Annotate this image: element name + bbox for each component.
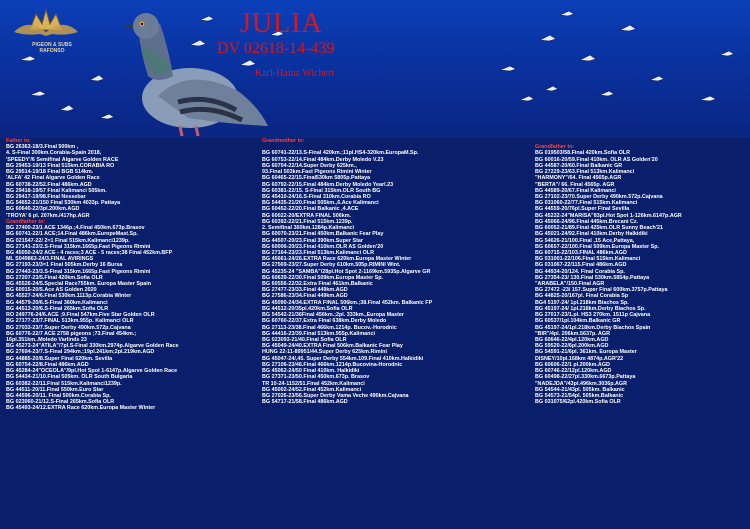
brand-logo bbox=[6, 6, 86, 54]
result-line: BG 54652-21/150 Final 530km 4033p. Pattaya bbox=[6, 200, 121, 207]
section-heading: Father to: bbox=[6, 138, 31, 144]
result-line: BG 031067-22/115.Final 486km.AGD bbox=[535, 262, 627, 269]
result-line: BG 27569-23/27.Super Derby 610km.505p.RIMINI Wint. bbox=[262, 262, 401, 269]
flying-birds-decoration bbox=[0, 0, 750, 138]
result-line: BG 27400-23/1 ACE 1346p.;4.Final 450km.673p.Brasov bbox=[6, 225, 145, 232]
result-line: BG 60792-22/15.Final 484km.Derby Moledo Yearl.23 bbox=[262, 181, 394, 188]
section-heading: Grandfather to: bbox=[535, 144, 575, 151]
result-line: BG 54717-21/58.Final 486km.AGD bbox=[262, 399, 348, 406]
result-line: BG 60392-22/21.Final 515km.1239p. bbox=[262, 218, 353, 225]
result-line: BG 60646-22/4pl.120km.AGD bbox=[535, 337, 609, 343]
result-line: BG 60715-22/103.FINAL 486km.AGD bbox=[535, 249, 627, 256]
result-line: TR 10-24-1152/51.Final 452km.Kalimanci bbox=[262, 380, 365, 387]
logo-line-2: RAFONSO bbox=[39, 48, 65, 54]
result-line: BG 27141-23/2.S-Final 315km.1665p.Fast Pigeons Rimini bbox=[6, 243, 151, 250]
result-line: BG 45235-24 "SAMBA"/28pl.Hot Spot 2-1169km.5935p.Algarve GR bbox=[262, 268, 431, 275]
result-line: BG 45002-24/52.Final 452km.Kalimanci bbox=[262, 386, 362, 393]
result-line: BG 031075/62pl.420km.Sofia OLR bbox=[535, 399, 621, 406]
result-line: BG 44507-20/23.Final 390km.Super Star bbox=[262, 237, 363, 244]
result-line: BG 60741-22/13.S-Final 420km.;11pl.HS4-320km.EuropaM.Sp. bbox=[262, 150, 419, 157]
result-line: BG 031060-22/77.Final 515km.Kalimanci bbox=[535, 200, 638, 207]
result-line: BG 27113-23/38.Final 466km.1214p. Bucov.-Horodnic bbox=[262, 324, 397, 331]
result-line: BG 60381-22/15. S-Final 315km.OLR South BG bbox=[262, 187, 381, 194]
result-line: BG 60738-22/52.Final 486km.AGD bbox=[6, 181, 92, 188]
result-line: BG 29514-19/18 Final BGB 514km. bbox=[6, 169, 94, 176]
result-line: 93.Final 503km.Fast Pigeons Rimini Winter bbox=[262, 169, 372, 176]
column-father-grandfather bbox=[6, 138, 246, 412]
result-line: BG 60382-22/11.Final 515km.Kalimanci1239p. bbox=[6, 380, 122, 387]
result-line: BG 44416-23/39.Final 513km.955p.Kalimanci bbox=[262, 330, 375, 337]
result-line: BG 45526-24/5.Special Race755km. Europa Master Spain bbox=[6, 281, 152, 288]
section-heading: Grandfather to: bbox=[6, 218, 46, 225]
result-line: BG 44587-20/60.Final Balkanic GR bbox=[535, 162, 623, 169]
result-line: BG 44579-20/6.S-Final 360km.Kalimanci bbox=[6, 299, 108, 306]
column-grandmother bbox=[262, 138, 524, 405]
result-line: BG 29453-19/13 Final 515km.CORABIA RO bbox=[6, 162, 115, 169]
result-line: BG 27164-23/23.Final 513km.Kalimanci OLR bbox=[262, 249, 375, 256]
result-line: BG 45493-24/12.EXTRA Race 620km.Europa Master Winter bbox=[6, 405, 156, 412]
result-line: BG 45066-24/96.Final 445km.Brecani Cz. bbox=[535, 218, 639, 225]
result-line: "ARABELA"/150.Final AGR bbox=[535, 281, 605, 288]
result-line: BG 45232-24"MARISA"83pl.Hot Spot 1-126km.6147p.AGR bbox=[535, 212, 682, 219]
result-line: BG 54544-21/43pl. 505km. Balkanic bbox=[535, 386, 625, 393]
result-line: BG 60537/1pl.104km.Balkanic GR bbox=[535, 318, 621, 325]
logo-line-1: PIGEON & SUBS bbox=[32, 42, 72, 48]
result-line: DISNEY/10pl.168km 4874p.AGR'22 bbox=[535, 355, 624, 362]
result-line: BG 29417-19/98.Final Nessebar bbox=[6, 193, 86, 200]
result-line: BG 27106-23/46.Final 466km.1214p.Bucovina-Horodnic bbox=[262, 361, 403, 368]
result-line: BG 45090-24/34.EXTRA FINAL 506km.;38.Final 452km. Balkanic FP bbox=[262, 299, 433, 306]
result-line: ML S049863-24/3.FINAL AVIRINGS bbox=[6, 256, 94, 263]
logo-text bbox=[10, 42, 94, 54]
result-line: BG 54573-21/54pl. 505km.Balkanic bbox=[535, 392, 624, 399]
result-line: BG 60704-22/14.Super Derby 625km., bbox=[262, 162, 357, 169]
result-line: BG 60657-22/100.Final 509km.Europa Master Sp. bbox=[535, 243, 660, 250]
result-line: BG 45062-24/50 Final 410km. Halkidiki bbox=[262, 368, 360, 375]
result-line: BG 27207-23/5.Final 420km.Sofia OLR bbox=[6, 274, 103, 281]
result-line: BG 27193-23/3=1 Final 505km.Derby 16 Bursa bbox=[6, 262, 123, 269]
result-line: BG 023093-21/40.Final Sofia OLR bbox=[262, 337, 347, 343]
result-line: "HARMONY"/64. Final 4565p.AGR bbox=[535, 175, 622, 182]
result-line: BG 27229-23/63.Final 513km.Kalimanci bbox=[535, 169, 635, 176]
result-line: "BERTA"/ 66. Final 4565p. AGR bbox=[535, 181, 615, 188]
result-line: BG 45021-24/92.Final 410km.Derby Halkidiki bbox=[535, 231, 648, 238]
result-line: BG 59520-22/6pl.200km.AGD bbox=[535, 343, 609, 350]
result-line: BG 54591-21/6pl. 361km. Europa Master bbox=[535, 349, 637, 356]
result-line: BG 27443-23/3.S-Final 315km.1665p.Fast Pigeons Rimini bbox=[6, 268, 151, 275]
result-line: BG 27371-23/50.Final 450km.673p. Brasov bbox=[262, 374, 370, 381]
result-line: BG 44512-20/35pl.420km.Sofia OLR bbox=[262, 305, 353, 312]
result-line: BG 44596-20/11. Final 500km.Corabia Sp. bbox=[6, 392, 111, 399]
result-line: BG 44589-20/67.Final Kalimanci bbox=[535, 187, 616, 194]
result-line: BG 60753-22/14.Final 484km.Derby Moledo V.23 bbox=[262, 156, 384, 163]
result-line: BG 45197-24/ 1pl.218km.Derby Biachos Sp. bbox=[535, 305, 646, 312]
result-line: BG 29418-19/57 Final Kalimanci 505km. bbox=[6, 187, 107, 194]
result-line: BG 60016-20/59.Final 410km. OLR AS Golden'20 bbox=[535, 156, 658, 163]
result-line: 'SPEEDY'/6 Semifinal Algarve Golden RACE bbox=[6, 156, 119, 163]
result-line: BG 60015-20/5.Ace AS Golden 2020 bbox=[6, 287, 97, 294]
result-line: BG 27102-23/70.Super Derby 490km.572p.Cajvana bbox=[535, 193, 663, 200]
result-line: RO 249776-24/6.ACE ;9.Final 547km.Five Star Golden OLR bbox=[6, 312, 155, 319]
result-line: BG 27033-23/7.Super Derby 490km.572p.Cajvana bbox=[6, 324, 131, 331]
result-line: BG 45661-24/26.EXTRA Race 620km.Europa Master Winter bbox=[262, 256, 412, 263]
result-line: BG 44934-20/124. Final Corabia Sp. bbox=[535, 268, 625, 275]
result-line: BG 54435-21/20.Final 505km.,6.Ace Kalimanci bbox=[262, 200, 379, 207]
result-line: BG 031001-22/106.Final 515km.Kalimanci bbox=[535, 256, 641, 263]
result-line: BG 54626-21/100.Final ,15 Ace,Pattaya, bbox=[535, 237, 635, 244]
result-line: 'TROYA' 6 pl. 207km./417hp.AGR bbox=[6, 212, 90, 219]
result-line: BG 27472 -23/ 157.Super Final 600km.3757p.Pattaya bbox=[535, 287, 668, 294]
result-line: 4. S-Final 300km.Corabia-Spain 2018, bbox=[6, 150, 102, 157]
result-line: BG 60465-22/15.Final530km 5805p.Pattaya bbox=[262, 175, 371, 182]
result-line: BG 27354-23/ 130.Final 530km.5854p.Pattaya bbox=[535, 274, 650, 281]
result-line: BG 45197-24/1pl.218km.Derby Biachos Spain bbox=[535, 324, 651, 331]
result-line: BG 26363-18/3.Final 500km , bbox=[6, 144, 79, 151]
column-grandfather bbox=[535, 138, 745, 405]
result-line: BG 60022-20/EXTRA FINAL 506km. bbox=[262, 212, 351, 219]
result-line: BG 27477-23/33.Final 449km.AGD bbox=[262, 287, 348, 294]
result-line: BG 60070-23/21.Final 450km.Balkanic Fear Play bbox=[262, 231, 384, 238]
result-line: 2. Semifinal 360km.1284p.Kalimanci bbox=[262, 225, 354, 232]
result-line: BG 60741-22/1 ACE;14.Final 486km.EuropeMast.Sp. bbox=[6, 231, 138, 238]
result-line: BG 60640-22/3pl.200km.AGD bbox=[6, 206, 80, 213]
result-line: BG 60556-22/32.Extra Final 461km.Balkanic bbox=[262, 281, 373, 288]
result-line: BG 45049-24/40.EXTRA Final 506km.Balkanic Fear Play bbox=[262, 343, 403, 350]
result-line: BG 45047-24/,45. Super Derby 554km.109.Final 410km.Halkidiki bbox=[262, 355, 424, 362]
result-line: BG 27586-23/34.Final 449km.AGD bbox=[262, 293, 348, 300]
result-line: BG 44513-20/6.S-Final 265km.Sofia OLR bbox=[6, 305, 109, 312]
result-line: BG 44511-20/11.Final 550km.Euro Star bbox=[6, 386, 104, 393]
result-line: BG 27026-23/56.Super Derby Vama Veche 490km.Cajvana bbox=[262, 392, 409, 399]
result-line: "NADEJDA"/43pl.496km.3036p.AGR bbox=[535, 380, 627, 387]
result-line: BG 60754-22/8.Final 486km.AGD bbox=[6, 361, 89, 368]
result-line: BG 60776-22/7 ACE 2758 pigeons ;73.Final 454km.; bbox=[6, 330, 137, 337]
result-line: BG 021547-22/ 2=1 Final 515km.Kalimanci1239p. bbox=[6, 237, 130, 244]
result-line: "BIR"/4pl. 206km.5637p. AGR bbox=[535, 330, 611, 337]
result-line: BG 60760-22/37.Extra Final 638km.Derby Moledo bbox=[262, 318, 387, 325]
ring-number: DV 02618-14-439 bbox=[217, 40, 335, 57]
result-line: BG 60606-22/1 pl.200km.AGD bbox=[535, 361, 610, 368]
result-line: BG4 5197-24/ 1pl.218km Biachos Sp. bbox=[535, 299, 629, 306]
result-line: BG 44559-20/76pl.Super Final Sevilla bbox=[535, 206, 630, 213]
result-line: BG 60498-22/27pl.330km.6673p.Pattaya bbox=[535, 374, 636, 381]
result-line: BG 60452-22/20.Final Balkanic ,4.ACE bbox=[262, 206, 359, 213]
result-line: BG 27017-23/1.pl. HS3 270km. 1511p Cajvana bbox=[535, 312, 651, 319]
result-line: BG 60006-20/23.Final 410km.OLR AS Golden'20 bbox=[262, 243, 384, 250]
result-line: HUNG 22-11-89951/44.Super Derby 625km.Rimini bbox=[262, 349, 387, 356]
result-line: BG 45527-24/6.Final 530km.1113p.Corabia Winter bbox=[6, 293, 132, 300]
result-line: BG 44825-20/167pl. Final Corabia Sp bbox=[535, 293, 629, 300]
header-banner bbox=[0, 0, 750, 138]
result-line: BG 023060-21/12.S-Final 265km.Sofia OLR bbox=[6, 399, 115, 406]
section-heading: Grandmother to: bbox=[262, 138, 305, 144]
result-line: BG 60052-21/89.Final 425km.OLR Sunny Beach'21 bbox=[535, 225, 664, 232]
pigeon-name: JULIA bbox=[240, 8, 323, 39]
result-line: BG 45284-24"OCEOLA"/9pl.Hot Spot 1-6147p.Algarve Golden Race bbox=[6, 368, 178, 375]
result-line: 16pl.351km..Moledo Varlinds 23 bbox=[6, 337, 87, 343]
result-line: BG 019503/58.Final 420km.Sofia OLR bbox=[535, 150, 630, 157]
result-line: BG 44885-20/8.Super Final 620km. Sevilla bbox=[6, 355, 113, 362]
result-line: 'ALFA' 42 Final Algarve Golden Race bbox=[6, 175, 100, 182]
result-line: BG 54542-21/36Final 456km.;2pl. 333km.,Europa Master bbox=[262, 312, 405, 319]
result-line: BG 45050-24/2 ACE - 4 races;3 ACE - 5 races;38 Final 452km.BFP bbox=[6, 249, 173, 256]
result-line: BG 45410-24/16.S-Final 310km.Corabia RO bbox=[262, 193, 371, 200]
result-line: BG 60639-22/30.Final 509km.Europa Master Sp. bbox=[262, 274, 384, 281]
result-line: BG 27694-23/7.S-Final 294km.;19pl.241km;2pl.219km.AGD bbox=[6, 349, 155, 356]
result-line: BG 27177-23/7.FINAL 513km.955p. Kalimanci OLR bbox=[6, 318, 134, 325]
result-line: BG 54434-21/10.Final 505km. OLR South Bulgaria bbox=[6, 374, 133, 381]
breeder-name: Karl-Hainz Wichert bbox=[255, 68, 335, 79]
result-line: BG 60746-22/12pl.120km.AGD bbox=[535, 368, 612, 375]
result-line: BG 45273-24"ATILA"/7pl.S-Final 330km.2974p.Algarve Golden Race bbox=[6, 343, 179, 350]
